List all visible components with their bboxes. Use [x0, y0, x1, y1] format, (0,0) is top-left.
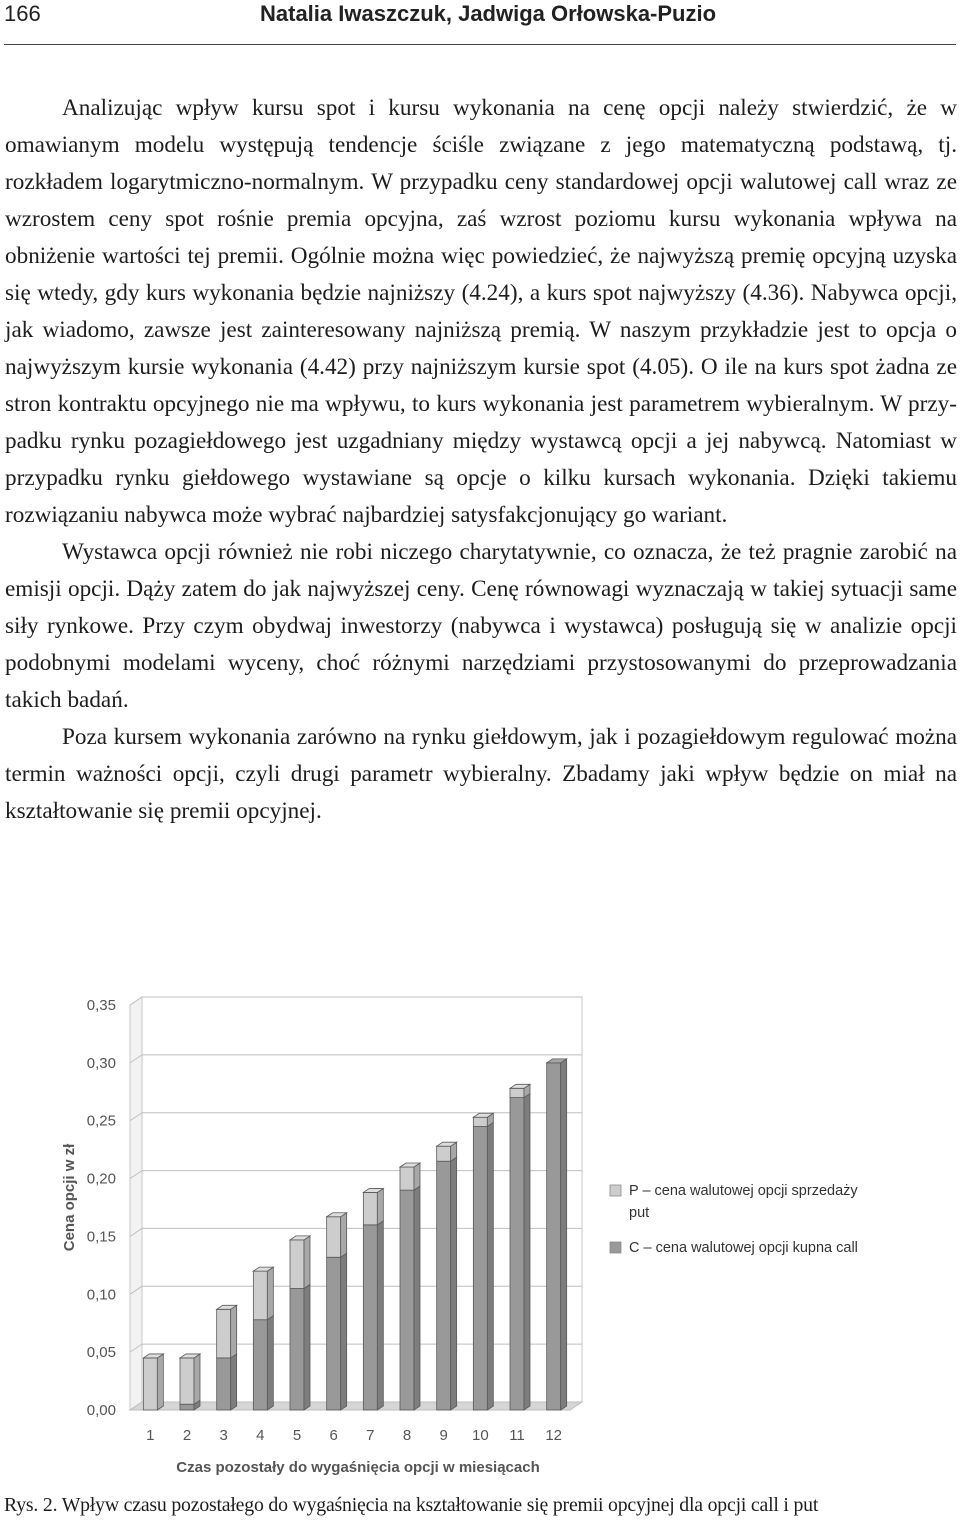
- bar-call-segment: [253, 1320, 267, 1410]
- bar-call-segment: [473, 1127, 487, 1411]
- x-tick-label: 5: [292, 1427, 302, 1444]
- x-tick-label: 1: [146, 1427, 155, 1444]
- x-tick-label: 9: [439, 1427, 448, 1444]
- y-tick-label: 0,00: [86, 1402, 116, 1419]
- bar-call-side: [231, 1354, 237, 1410]
- paragraph: Analizując wpływ kursu spot i kursu wykonania na cenę opcji należy stwierdzić, że w omawianym modelu występują tendencje ściśle związane z jego matematyczną podstawą, tj. rozkładem logarytmiczno-normalnym. W przypadku ceny standardowej opcji walutowej call wraz ze wzrostem ceny spot rośnie premia opcyjna, zaś wzrost poziomu kursu wykonania wpływa na obniżenie wartości tej premii. Ogólnie można więc powiedzieć, że najwyższą premię opcyjną uzyska się wtedy, gdy kurs wykonania będzie najniższy (4.24), a kurs spot najwyższy (4.36). Nabywca opcji, jak wiadomo, zawsze jest zainteresowany najniższą premią. W naszym przykładzie jest to opcja o najwyższym kursie wykonania (4.42) przy najniższym kursie spot (4.05). O ile na kurs spot żadna ze stron kontraktu opcyjnego nie ma wpływu, to kurs wykonania jest parametrem wybieralnym. W przypadku rynku pozagiełdowego jest uzgadniany między wystawcą opcji a jej nabywcą. Natomiast w przypadku rynku giełdowego wystawiane są opcje o kilku kursach wykonania. Dzięki takiemu rozwiązaniu nabywca może wybrać najbardziej satysfakcjonujący go wariant.: [5, 95, 957, 528]
- running-header-authors: Natalia Iwaszczuk, Jadwiga Orłowska-Puzio: [260, 1, 717, 26]
- y-axis-title: Cena opcji w zł: [61, 1143, 78, 1252]
- y-tick-label: 0,20: [86, 1170, 116, 1188]
- bar-put-segment: [510, 1088, 524, 1097]
- paragraph: Poza kursem wykonania zarówno na rynku giełdowym, jak i pozagiełdowym regulować można termin ważności opcji, czyli drugi parametr wybieralny. Zbadamy jaki wpływ będzie on miał na kształtowanie się premii opcyjnej.: [5, 724, 957, 824]
- running-header: [4, 0, 956, 45]
- page-number: 166: [4, 1, 41, 26]
- bar-call-segment: [217, 1358, 231, 1410]
- x-axis-title: Czas pozostały do wygaśnięcia opcji w miesiącach: [176, 1459, 540, 1476]
- figure-chart: [50, 980, 920, 1490]
- bar-call-side: [524, 1094, 530, 1410]
- figure-caption: Rys. 2. Wpływ czasu pozostałego do wygaśnięcia na kształtowanie się premii opcyjnej dla opcji call i put: [4, 1494, 819, 1516]
- x-tick-label: 6: [329, 1427, 338, 1444]
- x-tick-label: 11: [509, 1427, 525, 1444]
- bar-put-side: [377, 1188, 383, 1224]
- bar-call-segment: [290, 1289, 304, 1411]
- bar-put-segment: [327, 1217, 341, 1258]
- x-tick-label: 3: [219, 1427, 228, 1444]
- bar-call-side: [487, 1123, 493, 1411]
- bar-chart: [50, 980, 920, 1490]
- bar-put-side: [157, 1354, 163, 1410]
- x-tick-label: 4: [256, 1427, 265, 1444]
- bar-put-segment: [217, 1309, 231, 1358]
- bar-put-segment: [143, 1358, 157, 1410]
- bar-put-segment: [253, 1271, 267, 1320]
- y-tick-label: 0,10: [86, 1286, 116, 1304]
- bar-call-segment: [327, 1257, 341, 1410]
- bar-put-segment: [180, 1358, 194, 1404]
- legend-label-call: C – cena walutowej opcji kupna call: [629, 1240, 858, 1256]
- legend-swatch-call: [610, 1242, 621, 1253]
- bar-call-segment: [547, 1063, 561, 1410]
- bar-call-segment: [510, 1098, 524, 1410]
- bar-put-segment: [437, 1146, 451, 1161]
- y-tick-label: 0,35: [86, 997, 116, 1014]
- y-tick-label: 0,30: [86, 1054, 116, 1072]
- paragraph: Wystawca opcji również nie robi niczego charytatywnie, co oznacza, że też pragnie zarobić na emisji opcji. Dąży zatem do jak najwyższej ceny. Cenę równowagi wyznaczają w takiej sytuacji same siły rynkowe. Przy czym obydwaj inwestorzy (nabywca i wystawca) posługują się w analizie opcji podobnymi modelami wyceny, choć różnymi narzędziami przystosowanymi do przeprowadzania takich badań.: [5, 539, 957, 713]
- x-tick-label: 2: [182, 1427, 192, 1444]
- bar-put-segment: [363, 1192, 377, 1224]
- x-tick-label: 7: [366, 1427, 375, 1444]
- bar-put-side: [341, 1213, 347, 1258]
- x-tick-label: 10: [471, 1427, 489, 1444]
- bar-call-segment: [400, 1190, 414, 1410]
- y-tick-label: 0,15: [86, 1228, 116, 1246]
- bar-call-side: [377, 1221, 383, 1410]
- x-tick-label: 12: [545, 1427, 563, 1444]
- bar-put-side: [231, 1305, 237, 1358]
- bar-call-side: [341, 1253, 347, 1410]
- y-tick-label: 0,25: [86, 1112, 116, 1130]
- bar-call-side: [451, 1157, 457, 1410]
- bar-call-side: [267, 1316, 273, 1410]
- bar-call-segment: [363, 1225, 377, 1410]
- bar-call-segment: [437, 1161, 451, 1410]
- legend-label-put-line2: put: [629, 1205, 650, 1221]
- bar-put-side: [304, 1236, 310, 1289]
- bar-put-side: [194, 1354, 200, 1404]
- bar-call-side: [304, 1285, 310, 1411]
- body-text: [5, 90, 957, 830]
- y-tick-label: 0,05: [86, 1344, 116, 1362]
- x-tick-label: 8: [402, 1427, 412, 1444]
- bar-put-segment: [473, 1117, 487, 1126]
- legend-label-put: P – cena walutowej opcji sprzedaży: [629, 1183, 858, 1199]
- bar-call-side: [561, 1059, 567, 1410]
- legend-swatch-put: [610, 1185, 621, 1196]
- bar-put-segment: [400, 1167, 414, 1190]
- bar-call-segment: [180, 1404, 194, 1410]
- bar-put-segment: [290, 1240, 304, 1289]
- bar-put-side: [267, 1267, 273, 1320]
- bar-call-side: [414, 1186, 420, 1410]
- bar-put-side: [414, 1163, 420, 1190]
